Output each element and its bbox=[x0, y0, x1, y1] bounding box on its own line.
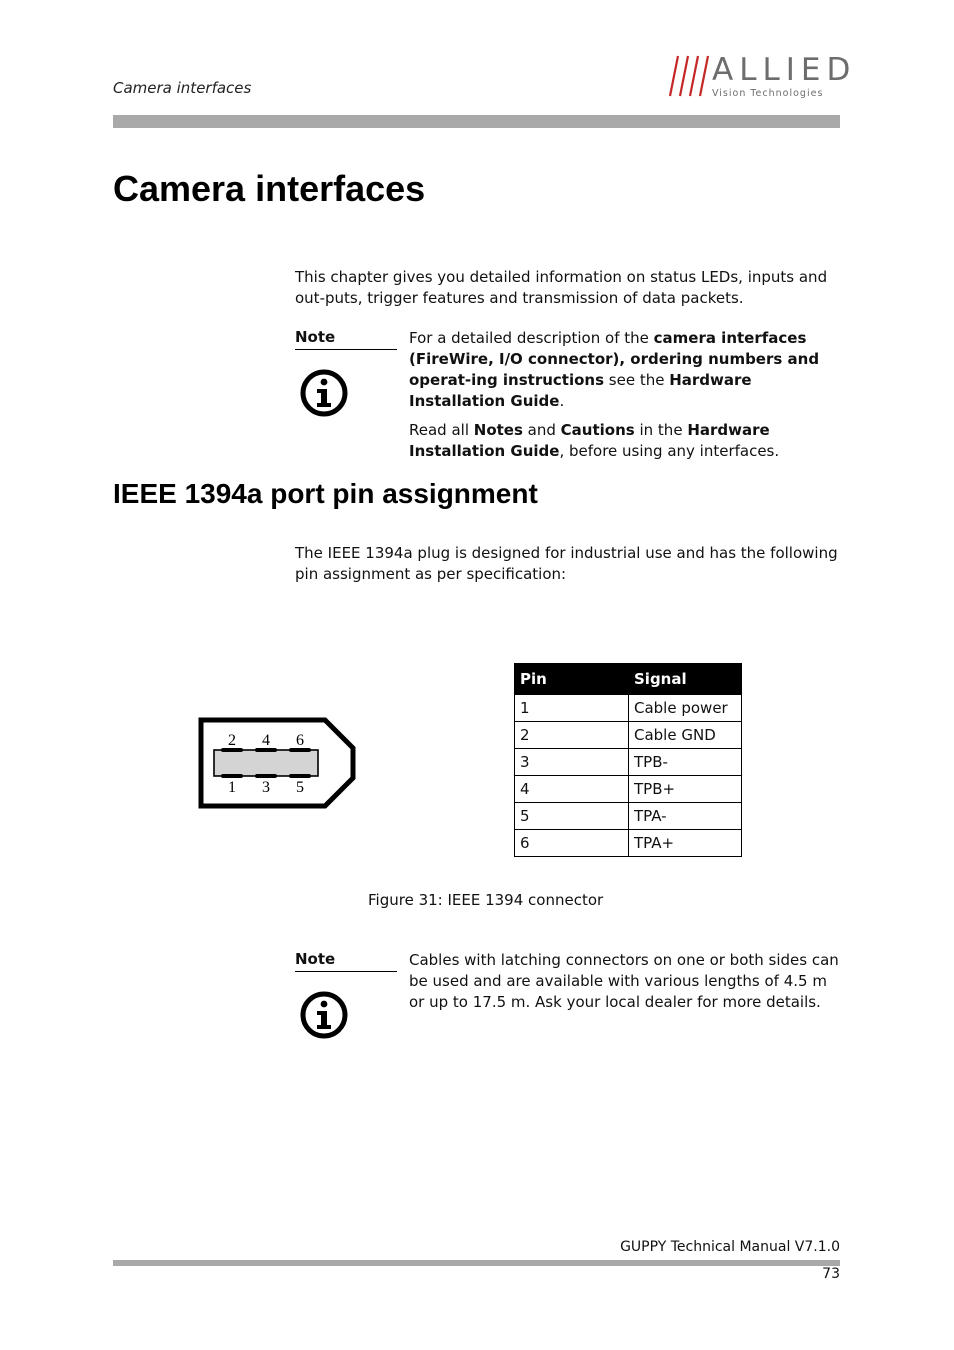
note-text: Cables with latching connectors on one or both sides can be used and are available with various lengths of 4.5 m or up to 17.5 m. Ask your local dealer for more details. bbox=[409, 951, 839, 1011]
signal-cell: TPA- bbox=[629, 803, 742, 830]
text-run: For a detailed description of the bbox=[409, 329, 654, 347]
pin-cell: 4 bbox=[515, 776, 629, 803]
bold-text: Hardware Installation Guide bbox=[409, 371, 752, 410]
pin-label-bottom-2: 3 bbox=[262, 779, 270, 796]
text-run: , before using any interfaces. bbox=[559, 442, 780, 460]
chapter-title: Camera interfaces bbox=[113, 168, 426, 209]
note-label: Note bbox=[295, 328, 397, 350]
signal-cell: TPB- bbox=[629, 749, 742, 776]
pin-cell: 5 bbox=[515, 803, 629, 830]
table-row bbox=[515, 749, 742, 776]
pin-cell: 2 bbox=[515, 722, 629, 749]
pin-cell: 1 bbox=[515, 695, 629, 722]
pin-label-top-2: 4 bbox=[262, 732, 270, 749]
signal-cell: TPA+ bbox=[629, 830, 742, 857]
pin-label-bottom-3: 5 bbox=[296, 779, 304, 796]
bold-text: Notes bbox=[473, 421, 523, 439]
logo-slashes-icon bbox=[668, 54, 712, 98]
info-icon bbox=[300, 369, 348, 417]
table-header-row bbox=[515, 664, 742, 695]
pin-label-bottom-1: 1 bbox=[228, 779, 236, 796]
signal-cell: Cable power bbox=[629, 695, 742, 722]
table-header-pin: Pin bbox=[515, 664, 629, 695]
running-header: Camera interfaces bbox=[113, 79, 252, 97]
text-run: and bbox=[522, 421, 561, 439]
bold-text: Cautions bbox=[560, 421, 635, 439]
bold-text: Hardware Installation Guide bbox=[409, 421, 770, 460]
note-paragraph bbox=[409, 420, 841, 462]
logo-wordmark: ALLIED bbox=[712, 52, 857, 88]
table-row bbox=[515, 830, 742, 857]
header-rule bbox=[113, 115, 840, 128]
logo-tagline: Vision Technologies bbox=[712, 88, 824, 99]
section-title: IEEE 1394a port pin assignment bbox=[113, 478, 538, 509]
info-icon bbox=[300, 991, 348, 1039]
table-row bbox=[515, 722, 742, 749]
note-label: Note bbox=[295, 950, 397, 972]
allied-logo bbox=[668, 52, 857, 100]
ieee1394-connector-diagram bbox=[197, 716, 357, 810]
page-number: 73 bbox=[822, 1266, 840, 1282]
note-text bbox=[409, 328, 841, 462]
pin-label-top-3: 6 bbox=[296, 732, 304, 749]
text-run: in the bbox=[634, 421, 688, 439]
table-row bbox=[515, 695, 742, 722]
note-paragraph bbox=[409, 328, 841, 412]
pin-cell: 6 bbox=[515, 830, 629, 857]
table-row bbox=[515, 803, 742, 830]
signal-cell: Cable GND bbox=[629, 722, 742, 749]
text-run: Read all bbox=[409, 421, 474, 439]
pin-assignment-table bbox=[514, 663, 742, 857]
section-intro: The IEEE 1394a plug is designed for industrial use and has the following pin assignment as per specification: bbox=[295, 544, 838, 583]
signal-cell: TPB+ bbox=[629, 776, 742, 803]
table-header-signal: Signal bbox=[629, 664, 742, 695]
figure-caption: Figure 31: IEEE 1394 connector bbox=[368, 891, 604, 909]
chapter-intro: This chapter gives you detailed information on status LEDs, inputs and out-puts, trigger features and transmission of data packets. bbox=[295, 268, 828, 307]
footer-rule bbox=[113, 1260, 840, 1266]
text-run: . bbox=[559, 392, 565, 410]
pin-label-top-1: 2 bbox=[228, 732, 236, 749]
table-row bbox=[515, 776, 742, 803]
bold-text: camera interfaces (FireWire, I/O connector), ordering numbers and operat-ing instructions bbox=[409, 329, 820, 389]
text-run: see the bbox=[604, 371, 670, 389]
footer-manual-title: GUPPY Technical Manual V7.1.0 bbox=[620, 1239, 840, 1255]
pin-cell: 3 bbox=[515, 749, 629, 776]
